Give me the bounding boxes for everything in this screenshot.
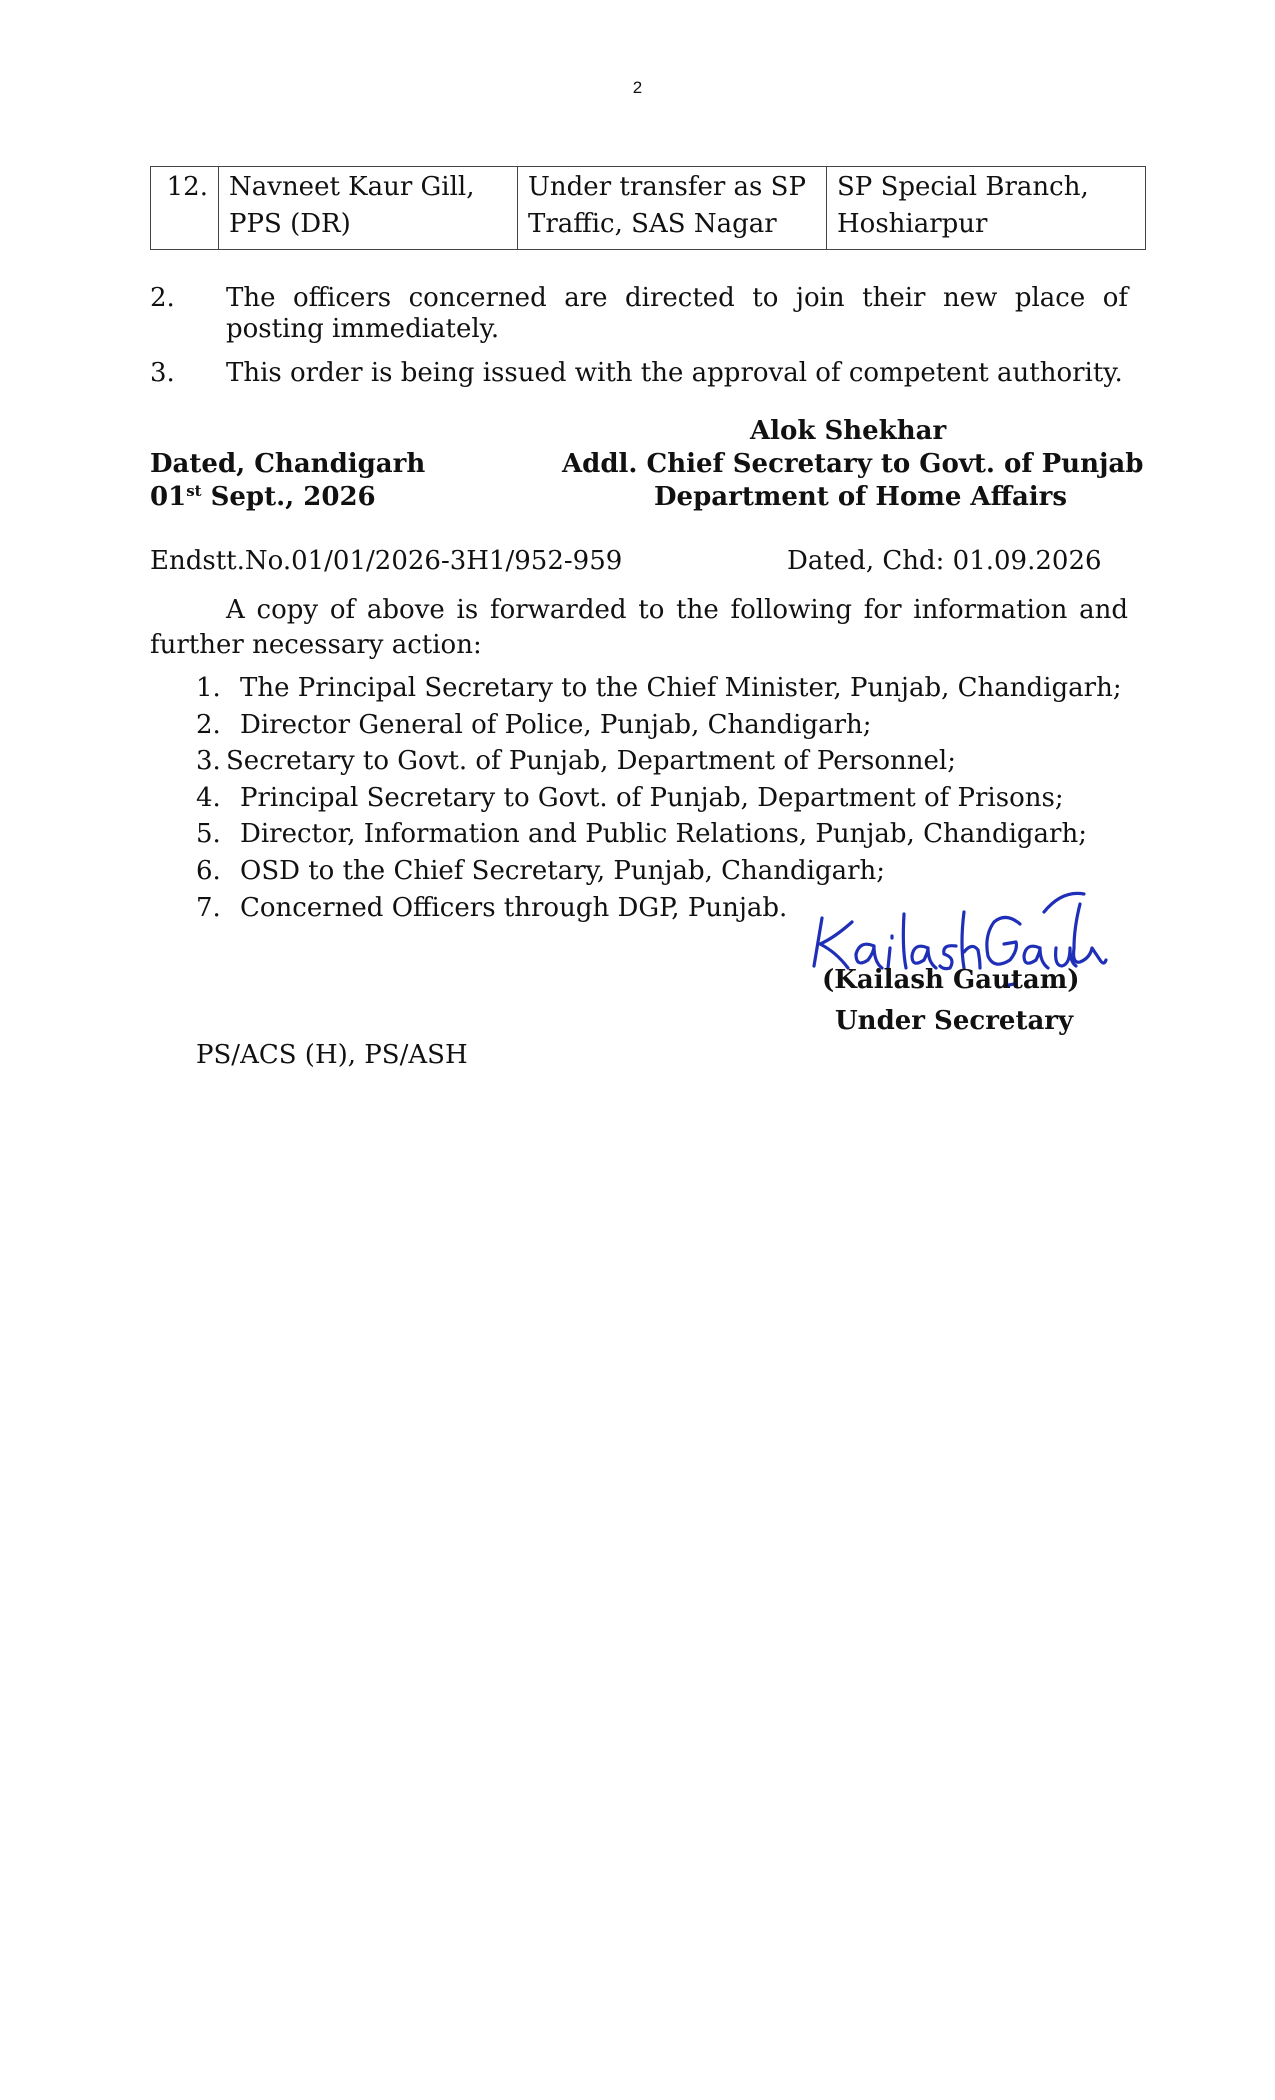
- officer-name-line: Navneet Kaur Gill,: [229, 172, 475, 202]
- officer-rank-line: PPS (DR): [229, 209, 351, 239]
- page-number: 2: [632, 78, 643, 97]
- paragraph-text: [226, 283, 1128, 345]
- date-suffix: st: [186, 482, 202, 500]
- endorsement-date: Dated, Chd: 01.09.2026: [787, 546, 1102, 576]
- paragraph-2: [150, 283, 1128, 345]
- list-item-number: 4.: [196, 782, 221, 813]
- list-item-number: 5.: [196, 819, 221, 850]
- posting-table: [150, 166, 1146, 250]
- new-posting-line: SP Special Branch,: [837, 172, 1089, 202]
- paragraph-line: The officers concerned are directed to join their new place of: [226, 283, 1128, 313]
- paragraph-number: 2.: [150, 283, 175, 313]
- signatory-department: Department of Home Affairs: [654, 482, 1068, 512]
- table-row: [151, 167, 1146, 250]
- list-item-text: Concerned Officers through DGP, Punjab.: [240, 892, 788, 923]
- list-item: [196, 853, 1122, 890]
- cc-line: PS/ACS (H), PS/ASH: [196, 1040, 468, 1070]
- table-cell-serial: 12.: [151, 167, 219, 250]
- date-rest: Sept., 2026: [201, 482, 376, 512]
- current-posting-line: Under transfer as SP: [528, 172, 806, 202]
- list-item: [196, 743, 1122, 780]
- paragraph-text: This order is being issued with the approval of competent authority.: [226, 358, 1123, 388]
- list-item-text: The Principal Secretary to the Chief Minister, Punjab, Chandigarh;: [240, 673, 1122, 703]
- date-day: 01: [150, 482, 187, 512]
- endorsement-number: Endstt.No.01/01/2026-3H1/952-959: [150, 546, 623, 576]
- list-item: [196, 816, 1122, 853]
- intro-line: further necessary action:: [150, 630, 482, 660]
- signer-name: (Kailash Gautam): [822, 965, 1080, 995]
- signer-designation: Under Secretary: [835, 1006, 1074, 1036]
- dated-date: [150, 482, 376, 512]
- list-item-text: OSD to the Chief Secretary, Punjab, Chandigarh;: [240, 855, 886, 886]
- table-cell-new-posting: [827, 167, 1146, 250]
- table-cell-current-posting: [518, 167, 827, 250]
- list-item: [196, 670, 1122, 707]
- table-cell-officer-name: [219, 167, 518, 250]
- list-item-number: 2.: [196, 709, 221, 740]
- list-item-text: Secretary to Govt. of Punjab, Department of Personnel;: [226, 746, 957, 777]
- dated-place: Dated, Chandigarh: [150, 449, 426, 479]
- list-item-text: Principal Secretary to Govt. of Punjab, Department of Prisons;: [240, 782, 1064, 813]
- list-item: [196, 707, 1122, 744]
- endorsement-intro: [150, 593, 1128, 663]
- current-posting-line: Traffic, SAS Nagar: [528, 209, 777, 239]
- list-item-number: 3.: [196, 746, 221, 777]
- paragraph-number: 3.: [150, 358, 175, 388]
- list-item-text: Director General of Police, Punjab, Chandigarh;: [240, 709, 872, 740]
- list-item: [196, 780, 1122, 817]
- signatory-designation: Addl. Chief Secretary to Govt. of Punjab: [562, 449, 1144, 479]
- paragraph-line: posting immediately.: [226, 314, 500, 344]
- new-posting-line: Hoshiarpur: [837, 209, 988, 239]
- list-item-number: 1.: [196, 673, 221, 703]
- paragraph-3: [150, 358, 1128, 389]
- list-item-number: 7.: [196, 892, 221, 923]
- list-item-text: Director, Information and Public Relations, Punjab, Chandigarh;: [240, 819, 1087, 850]
- intro-line: A copy of above is forwarded to the following for information and: [226, 595, 1128, 625]
- signatory-name: Alok Shekhar: [750, 416, 947, 446]
- list-item-number: 6.: [196, 855, 221, 886]
